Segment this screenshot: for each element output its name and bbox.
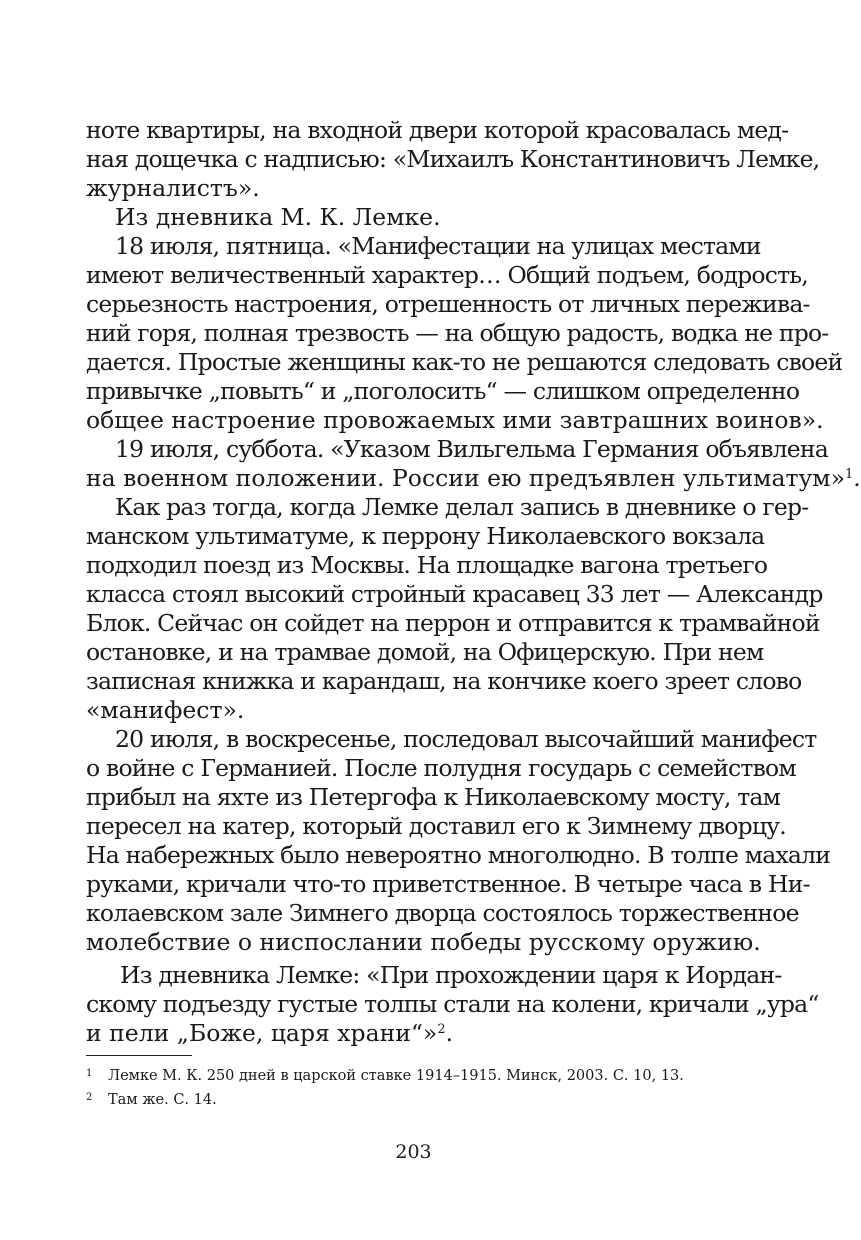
text-line: прибыл на яхте из Петергофа к Николаевскому мосту, там <box>86 783 781 811</box>
text-run: . <box>445 1019 454 1047</box>
footnote-text: Лемке М. К. 250 дней в царской ставке 1914–1915. Минск, 2003. С. 10, 13. <box>108 1068 684 1084</box>
text-run: и пели „Боже, царя храни“» <box>86 1019 438 1047</box>
text-line: привычке „повыть“ и „поголосить“ — слишком определенно <box>86 377 800 405</box>
text-line: «манифест». <box>86 696 245 724</box>
text-line: скому подъезду густые толпы стали на колени, кричали „ура“ <box>86 990 819 1018</box>
text-line: записная книжка и карандаш, на кончике коего зреет слово <box>86 667 802 695</box>
text-line: Как раз тогда, когда Лемке делал запись в дневнике о гер- <box>115 493 809 521</box>
footnote-2 <box>86 1090 217 1110</box>
text-line: класса стоял высокий стройный красавец 33 лет — Александр <box>86 580 823 608</box>
text-line: Блок. Сейчас он сойдет на перрон и отправится к трамвайной <box>86 609 820 637</box>
text-line: пересел на катер, который доставил его к Зимнему дворцу. <box>86 812 786 840</box>
text-line: 18 июля, пятница. «Манифестации на улицах местами <box>115 232 761 260</box>
footnote-divider <box>86 1055 192 1056</box>
footnote-1 <box>86 1066 684 1086</box>
text-line <box>86 463 861 493</box>
text-line: остановке, и на трамвае домой, на Офицерскую. При нем <box>86 638 764 666</box>
text-line <box>86 1018 453 1048</box>
text-run: . <box>853 464 861 492</box>
text-line: Из дневника М. К. Лемке. <box>115 203 441 231</box>
footnote-mark: 1 <box>86 1068 93 1079</box>
text-line: подходил поезд из Москвы. На площадке вагона третьего <box>86 551 768 579</box>
text-line: серьезность настроения, отрешенность от личных пережива- <box>86 290 810 318</box>
text-line: журналистъ». <box>86 174 260 202</box>
text-run: на военном положении. России ею предъявлен ультиматум» <box>86 464 845 492</box>
text-line: ноте квартиры, на входной двери которой красовалась мед- <box>86 116 789 144</box>
text-line: ная дощечка с надписью: «Михаилъ Константиновичъ Лемке, <box>86 145 820 173</box>
footnote-mark: 2 <box>86 1092 93 1103</box>
text-line: о войне с Германией. После полудня государь с семейством <box>86 754 796 782</box>
text-line: общее настроение провожаемых ими завтрашних воинов». <box>86 406 824 434</box>
text-line: дается. Простые женщины как-то не решаются следовать своей <box>86 348 843 376</box>
footnote-text: Там же. С. 14. <box>108 1092 217 1108</box>
text-line: Из дневника Лемке: «При прохождении царя к Иордан- <box>120 961 782 989</box>
text-line: 20 июля, в воскресенье, последовал высочайший манифест <box>115 725 817 753</box>
text-line: колаевском зале Зимнего дворца состоялось торжественное <box>86 899 799 927</box>
text-line: манском ультиматуме, к перрону Николаевского вокзала <box>86 522 765 550</box>
text-line: ний горя, полная трезвость — на общую радость, водка не про- <box>86 319 829 347</box>
text-line: На набережных было невероятно многолюдно. В толпе махали <box>86 841 831 869</box>
text-line: 19 июля, суббота. «Указом Вильгельма Германия объявлена <box>115 435 828 463</box>
text-line: руками, кричали что-то приветственное. В четыре часа в Ни- <box>86 870 810 898</box>
page-number: 203 <box>395 1141 432 1163</box>
text-line: молебствие о ниспослании победы русскому оружию. <box>86 928 761 956</box>
footnote-ref-2[interactable]: 2 <box>437 1022 446 1037</box>
text-line: имеют величественный характер… Общий подъем, бодрость, <box>86 261 808 289</box>
footnote-ref-1[interactable]: 1 <box>844 467 854 482</box>
